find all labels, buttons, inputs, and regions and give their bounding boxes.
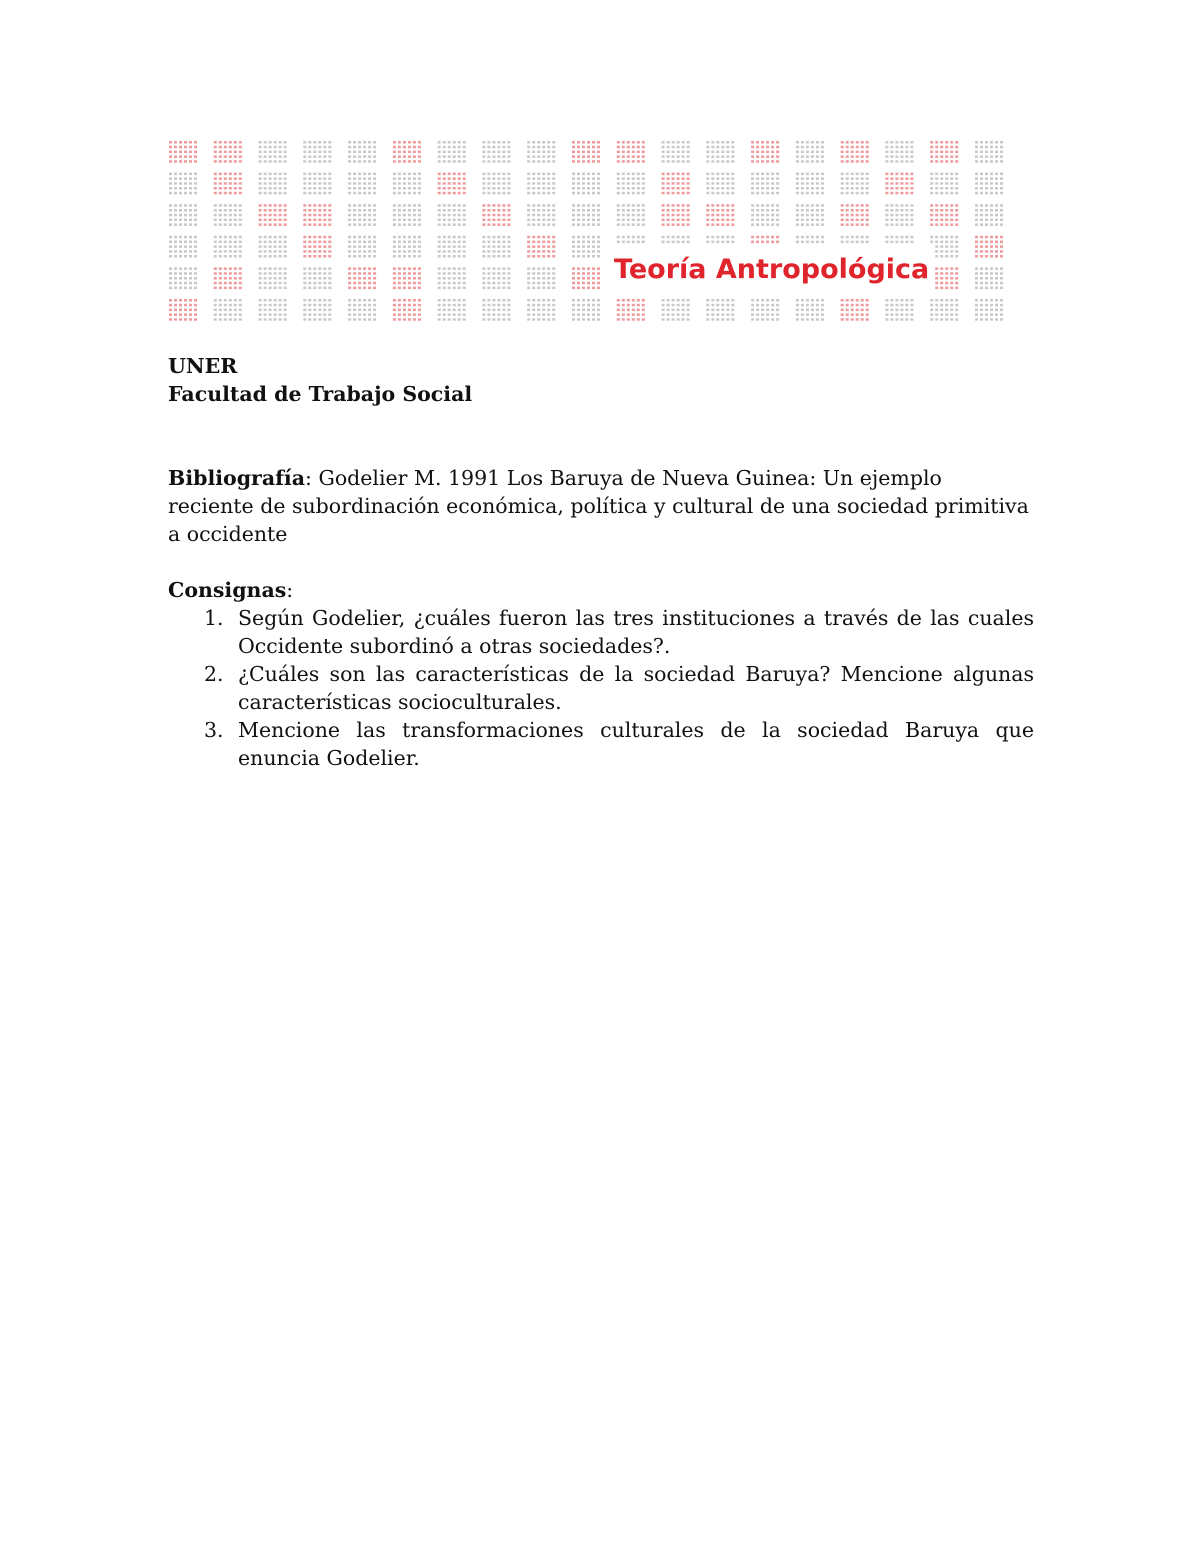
list-item-number: 2.	[204, 662, 224, 686]
list-item-text: ¿Cuáles son las características de la sociedad Baruya? Mencione algunas características socioculturales.	[238, 662, 1034, 714]
document-body	[168, 352, 1034, 772]
list-item	[168, 716, 1034, 772]
list-item	[168, 660, 1034, 716]
bibliography-paragraph	[168, 464, 1034, 548]
list-item	[168, 604, 1034, 660]
assignments-label: Consignas	[168, 578, 287, 602]
header-banner	[168, 140, 1004, 322]
assignments-separator: :	[286, 578, 294, 602]
list-item-number: 1.	[204, 606, 224, 630]
assignments-section	[168, 576, 1034, 772]
bibliography-separator: :	[305, 466, 312, 490]
university-name: UNER	[168, 354, 238, 378]
assignments-list	[168, 604, 1034, 772]
list-item-number: 3.	[204, 718, 224, 742]
bibliography-text: Godelier M. 1991 Los Baruya de Nueva Guinea: Un ejemplo reciente de subordinación económica, política y cultural de una sociedad primitiva a occidente	[168, 466, 1029, 546]
bibliography-label: Bibliografía	[168, 466, 306, 490]
assignments-heading	[168, 576, 1034, 604]
faculty-name: Facultad de Trabajo Social	[168, 382, 473, 406]
list-item-text: Según Godelier, ¿cuáles fueron las tres instituciones a través de las cuales Occidente subordinó a otras sociedades?.	[238, 606, 1034, 658]
list-item-text: Mencione las transformaciones culturales de la sociedad Baruya que enuncia Godelier.	[238, 718, 1034, 770]
banner-title: Teoría Antropológica	[608, 244, 935, 296]
